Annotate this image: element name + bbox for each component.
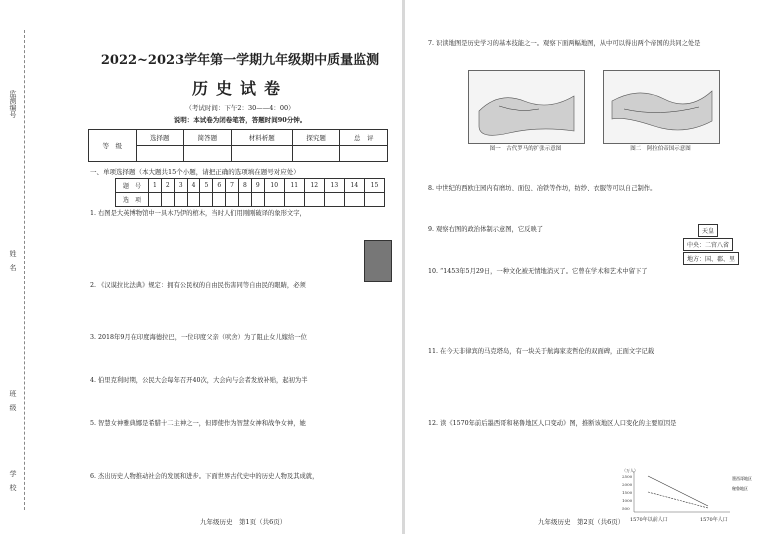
answer-row-label: 选 项 xyxy=(116,193,149,207)
score-cell[interactable] xyxy=(136,146,184,162)
question-6: 6. 杰出历史人物推动社会的发展和进步。下面世界古代史中的历史人物及其成就， xyxy=(90,473,319,480)
fig2-caption: 图二 阿拉伯帝国示意图 xyxy=(630,146,691,152)
chart-ytick: 1500 xyxy=(622,490,633,495)
subject-title: 历史试卷 xyxy=(191,79,288,98)
answer-number: 8 xyxy=(239,179,252,193)
score-cell[interactable] xyxy=(340,146,388,162)
chart-ytick: 2000 xyxy=(622,482,633,487)
map-roman-expansion xyxy=(468,70,585,144)
answer-cell[interactable] xyxy=(226,193,239,207)
right-page xyxy=(408,0,768,534)
binding-label: 姓 名 xyxy=(9,250,17,271)
answer-cell[interactable] xyxy=(200,193,213,207)
answer-number: 2 xyxy=(161,179,174,193)
binding-label: 班 级 xyxy=(9,390,17,411)
question-8: 8. 中世纪的西欧庄园内有磨坊、面包、冶铁等作坊，纺纱、衣服等可以自己制作。 xyxy=(428,185,657,192)
question-1: 1. 右图是大英博物馆中一具木乃伊的棺木，当时人们用刚刚破译的象形文字， xyxy=(90,210,306,217)
answer-cell[interactable] xyxy=(213,193,226,207)
answer-number: 5 xyxy=(200,179,213,193)
binding-margin xyxy=(6,30,25,510)
binding-label: 学 校 xyxy=(9,470,17,491)
answer-cell[interactable] xyxy=(264,193,284,207)
answer-number: 15 xyxy=(364,179,384,193)
answer-cell[interactable] xyxy=(149,193,162,207)
question-11: 11. 在今天非律宾的马克塔岛，有一块关于航海家麦哲伦的双面碑，正面文字记载 xyxy=(428,348,655,355)
fig1-caption: 图一 古代罗马的扩张示意图 xyxy=(489,146,562,152)
answer-cell[interactable] xyxy=(251,193,264,207)
question-12: 12. 读《1570年前后墨西哥和秘鲁地区人口变动》图，推断该地区人口变化的主要原因是 xyxy=(428,420,677,427)
answer-number: 13 xyxy=(324,179,344,193)
question-7: 7. 识读地图是历史学习的基本技能之一。观察下面两幅地图，从中可以得出两个帝国的共同之处是 xyxy=(428,40,701,47)
map-arab-empire xyxy=(603,70,720,144)
population-chart xyxy=(620,466,760,523)
section-heading: 一、单项选择题（本大题共15个小题，请把正确的选项填在题号对应处） xyxy=(90,168,300,176)
answer-number: 3 xyxy=(174,179,187,193)
answer-number: 7 xyxy=(226,179,239,193)
answer-cell[interactable] xyxy=(187,193,200,207)
answer-cell[interactable] xyxy=(161,193,174,207)
answer-cell[interactable] xyxy=(344,193,364,207)
time-info: （考试时间：下午2：30——4：00） xyxy=(185,104,295,112)
score-row-label: 等 级 xyxy=(89,130,137,162)
answer-cell[interactable] xyxy=(174,193,187,207)
score-header: 材料析题 xyxy=(231,130,292,146)
answer-cell[interactable] xyxy=(304,193,324,207)
chart-xlabel: 1570年人口 xyxy=(700,517,728,523)
answer-number: 6 xyxy=(213,179,226,193)
binding-label: 监测编号 xyxy=(9,90,17,118)
q9-box-emperor: 天皇 xyxy=(698,224,718,237)
answer-cell[interactable] xyxy=(284,193,304,207)
answer-number: 10 xyxy=(264,179,284,193)
score-header: 简答题 xyxy=(184,130,232,146)
page-footer: 九年级历史 第2页（共6页） xyxy=(538,518,625,526)
answer-number: 9 xyxy=(251,179,264,193)
series-mexico xyxy=(648,476,708,506)
answer-cell[interactable] xyxy=(239,193,252,207)
chart-ytick: 500 xyxy=(622,506,630,511)
series-peru xyxy=(648,492,708,508)
question-10: 10. “1453年5月29日，一种文化被无情地消灭了。它曾在学术和艺术中留下了 xyxy=(428,268,648,275)
question-2: 2. 《汉谟拉比法典》规定：拥有公民权的自由民伤害同等自由民的眼睛，必须 xyxy=(90,282,306,289)
question-3: 3. 2018年9月在印度海德拉巴，一位印度父亲（吠舍）为了阻止女儿嫁给一位 xyxy=(90,334,307,341)
answer-row-label: 题 号 xyxy=(116,179,149,193)
score-cell[interactable] xyxy=(292,146,340,162)
q9-box-central: 中央：二官八省 xyxy=(683,238,733,251)
score-cell[interactable] xyxy=(231,146,292,162)
answer-number: 12 xyxy=(304,179,324,193)
answer-table xyxy=(115,178,385,207)
score-header: 探究题 xyxy=(292,130,340,146)
legend-mexico: 墨西哥地区 xyxy=(732,476,752,481)
score-cell[interactable] xyxy=(184,146,232,162)
answer-cell[interactable] xyxy=(364,193,384,207)
chart-ytick: 2500 xyxy=(622,474,633,479)
exam-note: 说明：本试卷为闭卷笔答，答题时间90分钟。 xyxy=(173,116,307,124)
answer-number: 1 xyxy=(149,179,162,193)
answer-number: 14 xyxy=(344,179,364,193)
mummy-coffin-image xyxy=(364,240,392,282)
question-9: 9. 观察右图的政治体制示意图，它反映了 xyxy=(428,226,544,233)
answer-number: 11 xyxy=(284,179,304,193)
chart-ytick: 1000 xyxy=(622,498,633,503)
page-spine xyxy=(402,0,405,534)
chart-ylabel: （万人） xyxy=(622,468,638,473)
question-5: 5. 智慧女神雅典娜是希腊十二主神之一，但即使作为智慧女神和战争女神，她 xyxy=(90,420,306,427)
answer-cell[interactable] xyxy=(324,193,344,207)
q9-box-local: 地方：国、郡、里 xyxy=(683,252,739,265)
score-table xyxy=(88,129,388,162)
legend-peru: 秘鲁地区 xyxy=(732,486,748,491)
exam-title: 2022~2023学年第一学期九年级期中质量监测 xyxy=(100,53,380,68)
page-footer: 九年级历史 第1页（共6页） xyxy=(200,518,287,526)
score-header: 选择题 xyxy=(136,130,184,146)
chart-xlabel: 1570年以前人口 xyxy=(630,517,668,523)
answer-number: 4 xyxy=(187,179,200,193)
question-4: 4. 伯里克利时期，公民大会每年召开40次，大会向与会者发放补贴，起初为半 xyxy=(90,377,308,384)
score-header: 总 评 xyxy=(340,130,388,146)
